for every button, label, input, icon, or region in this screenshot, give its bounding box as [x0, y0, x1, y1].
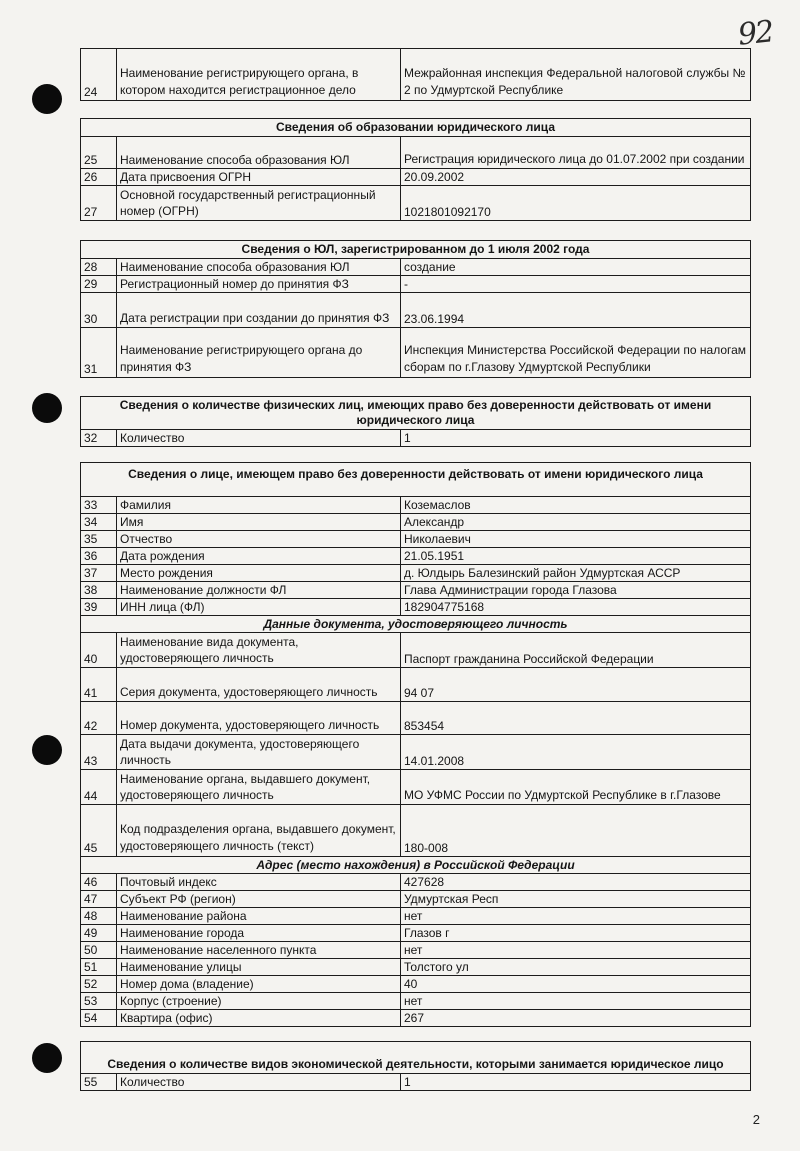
row-number: 30 — [81, 293, 117, 328]
row-value: Регистрация юридического лица до 01.07.2002 при создании — [401, 137, 751, 169]
table-row — [81, 891, 751, 908]
row-label: Дата присвоения ОГРН — [117, 169, 401, 186]
section-header-row — [81, 397, 751, 430]
row-label: Номер документа, удостоверяющего личность — [117, 702, 401, 735]
row-label: Количество — [117, 430, 401, 447]
row-value: 40 — [401, 976, 751, 993]
row-label: Наименование должности ФЛ — [117, 582, 401, 599]
table-row — [81, 908, 751, 925]
row-value: Николаевич — [401, 531, 751, 548]
table-row — [81, 548, 751, 565]
row-label: Наименование органа, выдавшего документ, удостоверяющего личность — [117, 770, 401, 805]
table-row — [81, 1010, 751, 1027]
row-value: 1021801092170 — [401, 186, 751, 221]
row-value: Коземаслов — [401, 497, 751, 514]
table-row — [81, 582, 751, 599]
punch-hole — [32, 393, 62, 423]
row-value: 1 — [401, 430, 751, 447]
row-label: Наименование вида документа, удостоверяющего личность — [117, 633, 401, 668]
row-value: Инспекция Министерства Российской Федерации по налогам сборам по г.Глазову Удмуртской Республики — [401, 328, 751, 378]
row-label: Основной государственный регистрационный номер (ОГРН) — [117, 186, 401, 221]
punch-hole — [32, 84, 62, 114]
table-row — [81, 186, 751, 221]
row-label: Наименование регистрирующего органа до принятия ФЗ — [117, 328, 401, 378]
row-number: 31 — [81, 328, 117, 378]
table-row — [81, 599, 751, 616]
row-value: МО УФМС России по Удмуртской Республике в г.Глазове — [401, 770, 751, 805]
subsection-header-row — [81, 616, 751, 633]
table-row — [81, 633, 751, 668]
row-value: 182904775168 — [401, 599, 751, 616]
punch-hole — [32, 735, 62, 765]
row-label: Наименование района — [117, 908, 401, 925]
row-number: 43 — [81, 735, 117, 770]
row-number: 50 — [81, 942, 117, 959]
section-title: Сведения о количестве видов экономической деятельности, которыми занимается юридическое лицо — [81, 1042, 751, 1074]
row-value: Толстого ул — [401, 959, 751, 976]
row-number: 33 — [81, 497, 117, 514]
section-title: Сведения о количестве физических лиц, имеющих право без доверенности действовать от имени юридического лица — [81, 397, 751, 430]
authorized-person-table — [80, 462, 751, 1027]
row-label: Наименование улицы — [117, 959, 401, 976]
row-value: нет — [401, 993, 751, 1010]
table-row — [81, 276, 751, 293]
row-value: 14.01.2008 — [401, 735, 751, 770]
row-value: 23.06.1994 — [401, 293, 751, 328]
row-value: 20.09.2002 — [401, 169, 751, 186]
row-label: Наименование города — [117, 925, 401, 942]
row-label: Код подразделения органа, выдавшего документ, удостоверяющего личность (текст) — [117, 805, 401, 857]
row-number: 29 — [81, 276, 117, 293]
table-row — [81, 959, 751, 976]
row-label: Наименование способа образования ЮЛ — [117, 137, 401, 169]
section-header-row — [81, 241, 751, 259]
row-value: 94 07 — [401, 668, 751, 702]
row-number: 27 — [81, 186, 117, 221]
economic-activities-count-table — [80, 1041, 751, 1091]
row-label: Квартира (офис) — [117, 1010, 401, 1027]
table-row — [81, 735, 751, 770]
row-value: Удмуртская Респ — [401, 891, 751, 908]
section-header-row — [81, 463, 751, 497]
row-number: 38 — [81, 582, 117, 599]
subsection-header-row — [81, 857, 751, 874]
table-row — [81, 259, 751, 276]
punch-hole — [32, 1043, 62, 1073]
table-row — [81, 1074, 751, 1091]
formation-info-table — [80, 118, 751, 221]
row-label: Дата регистрации при создании до принятия ФЗ — [117, 293, 401, 328]
row-label: Наименование населенного пункта — [117, 942, 401, 959]
row-number: 44 — [81, 770, 117, 805]
row-number: 48 — [81, 908, 117, 925]
authorized-persons-count-table — [80, 396, 751, 447]
row-number: 35 — [81, 531, 117, 548]
section-title: Сведения о лице, имеющем право без доверенности действовать от имени юридического лица — [81, 463, 751, 497]
table-row — [81, 169, 751, 186]
row-label: Фамилия — [117, 497, 401, 514]
row-number: 34 — [81, 514, 117, 531]
registry-authority-table — [80, 48, 751, 101]
row-value: Межрайонная инспекция Федеральной налоговой службы № 2 по Удмуртской Республике — [401, 49, 751, 101]
row-label: Место рождения — [117, 565, 401, 582]
table-row — [81, 293, 751, 328]
row-number: 37 — [81, 565, 117, 582]
row-number: 32 — [81, 430, 117, 447]
table-row — [81, 565, 751, 582]
row-number: 39 — [81, 599, 117, 616]
row-label: ИНН лица (ФЛ) — [117, 599, 401, 616]
pre-2002-registration-table — [80, 240, 751, 378]
row-number: 26 — [81, 169, 117, 186]
row-label: Отчество — [117, 531, 401, 548]
row-value: Глава Администрации города Глазова — [401, 582, 751, 599]
row-number: 24 — [81, 49, 117, 101]
table-row — [81, 137, 751, 169]
table-row — [81, 942, 751, 959]
row-number: 54 — [81, 1010, 117, 1027]
table-row — [81, 430, 751, 447]
row-label: Наименование способа образования ЮЛ — [117, 259, 401, 276]
row-label: Регистрационный номер до принятия ФЗ — [117, 276, 401, 293]
row-number: 36 — [81, 548, 117, 565]
table-row — [81, 328, 751, 378]
table-row — [81, 668, 751, 702]
row-value: д. Юлдырь Балезинский район Удмуртская АССР — [401, 565, 751, 582]
row-number: 45 — [81, 805, 117, 857]
row-value: 1 — [401, 1074, 751, 1091]
row-value: 427628 — [401, 874, 751, 891]
row-value: создание — [401, 259, 751, 276]
row-value: 21.05.1951 — [401, 548, 751, 565]
row-value: - — [401, 276, 751, 293]
table-row — [81, 993, 751, 1010]
row-number: 55 — [81, 1074, 117, 1091]
row-number: 51 — [81, 959, 117, 976]
section-title: Сведения о ЮЛ, зарегистрированном до 1 июля 2002 года — [81, 241, 751, 259]
row-label: Имя — [117, 514, 401, 531]
row-value: Александр — [401, 514, 751, 531]
row-label: Почтовый индекс — [117, 874, 401, 891]
table-row — [81, 874, 751, 891]
subsection-title: Данные документа, удостоверяющего личность — [81, 616, 751, 633]
row-number: 53 — [81, 993, 117, 1010]
row-number: 52 — [81, 976, 117, 993]
row-number: 40 — [81, 633, 117, 668]
row-number: 25 — [81, 137, 117, 169]
table-row — [81, 49, 751, 101]
section-header-row — [81, 1042, 751, 1074]
page-number: 2 — [752, 1112, 760, 1127]
row-value: Паспорт гражданина Российской Федерации — [401, 633, 751, 668]
row-label: Субъект РФ (регион) — [117, 891, 401, 908]
subsection-title: Адрес (место нахождения) в Российской Федерации — [81, 857, 751, 874]
row-value: 853454 — [401, 702, 751, 735]
row-label: Количество — [117, 1074, 401, 1091]
row-label: Дата рождения — [117, 548, 401, 565]
row-label: Наименование регистрирующего органа, в котором находится регистрационное дело — [117, 49, 401, 101]
row-label: Номер дома (владение) — [117, 976, 401, 993]
table-row — [81, 770, 751, 805]
row-label: Серия документа, удостоверяющего личность — [117, 668, 401, 702]
row-value: 180-008 — [401, 805, 751, 857]
row-number: 47 — [81, 891, 117, 908]
table-row — [81, 976, 751, 993]
table-row — [81, 702, 751, 735]
section-title: Сведения об образовании юридического лица — [81, 119, 751, 137]
row-number: 28 — [81, 259, 117, 276]
row-label: Дата выдачи документа, удостоверяющего личность — [117, 735, 401, 770]
table-row — [81, 531, 751, 548]
row-number: 41 — [81, 668, 117, 702]
section-header-row — [81, 119, 751, 137]
table-row — [81, 514, 751, 531]
row-value: нет — [401, 908, 751, 925]
row-label: Корпус (строение) — [117, 993, 401, 1010]
row-number: 49 — [81, 925, 117, 942]
table-row — [81, 925, 751, 942]
table-row — [81, 497, 751, 514]
row-value: нет — [401, 942, 751, 959]
handwritten-page-mark: 92 — [736, 14, 774, 53]
row-value: Глазов г — [401, 925, 751, 942]
row-number: 42 — [81, 702, 117, 735]
row-number: 46 — [81, 874, 117, 891]
row-value: 267 — [401, 1010, 751, 1027]
table-row — [81, 805, 751, 857]
